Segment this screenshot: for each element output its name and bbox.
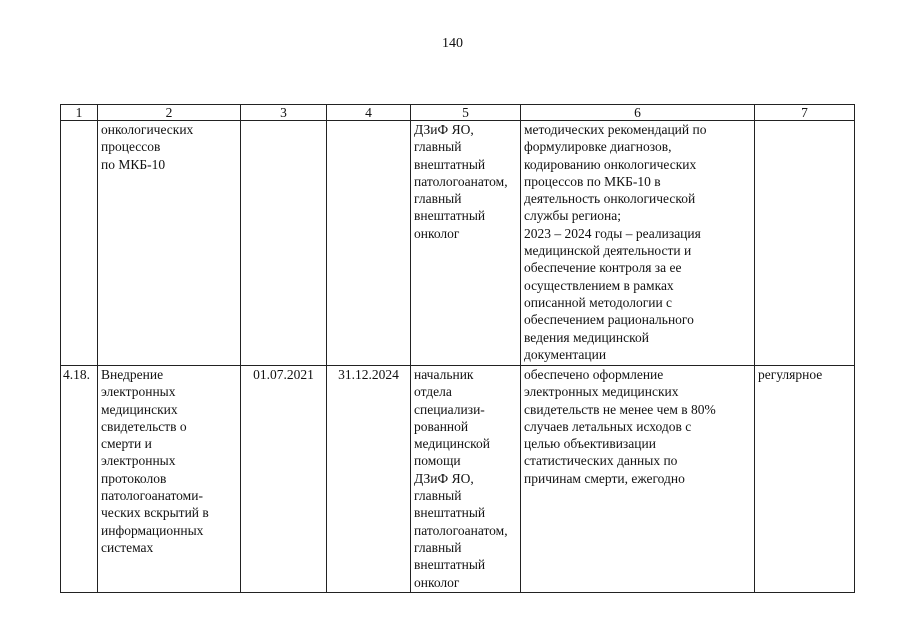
activity-name: Внедрение электронных медицинских свидетельств о смерти и электронных протоколов патологоанатоми- ческих вскрытий в информационных системах: [98, 366, 241, 593]
header-cell: 6: [521, 105, 755, 121]
item-number: 4.18.: [61, 366, 98, 593]
responsible-party: начальник отдела специализи- рованной медицинской помощи ДЗиФ ЯО, главный внештатный патологоанатом, главный внештатный онколог: [411, 366, 521, 593]
expected-result: методических рекомендаций по формулировке диагнозов, кодированию онкологических процессов по МКБ-10 в деятельность онкологической службы региона; 2023 – 2024 годы – реализация медицинской деятельности и обеспечение контроля за ее осуществлением в рамках описанной методологии с обеспечением рационального ведения медицинской документации: [521, 121, 755, 366]
header-cell: 1: [61, 105, 98, 121]
header-cell: 4: [327, 105, 411, 121]
header-cell: 7: [755, 105, 855, 121]
responsible-party: ДЗиФ ЯО, главный внештатный патологоанатом, главный внештатный онколог: [411, 121, 521, 366]
page-number: 140: [442, 36, 463, 51]
activity-name: онкологических процессов по МКБ-10: [98, 121, 241, 366]
header-cell: 5: [411, 105, 521, 121]
start-date: 01.07.2021: [241, 366, 327, 593]
table-row: [61, 366, 855, 593]
activity-plan-table: [60, 104, 855, 593]
end-date: [327, 121, 411, 366]
frequency: регулярное: [755, 366, 855, 593]
item-number: [61, 121, 98, 366]
table-header-row: [61, 105, 855, 121]
expected-result: обеспечено оформление электронных медицинских свидетельств не менее чем в 80% случаев летальных исходов с целью объективизации статистических данных по причинам смерти, ежегодно: [521, 366, 755, 593]
header-cell: 3: [241, 105, 327, 121]
end-date: 31.12.2024: [327, 366, 411, 593]
frequency: [755, 121, 855, 366]
table-row: [61, 121, 855, 366]
header-cell: 2: [98, 105, 241, 121]
start-date: [241, 121, 327, 366]
